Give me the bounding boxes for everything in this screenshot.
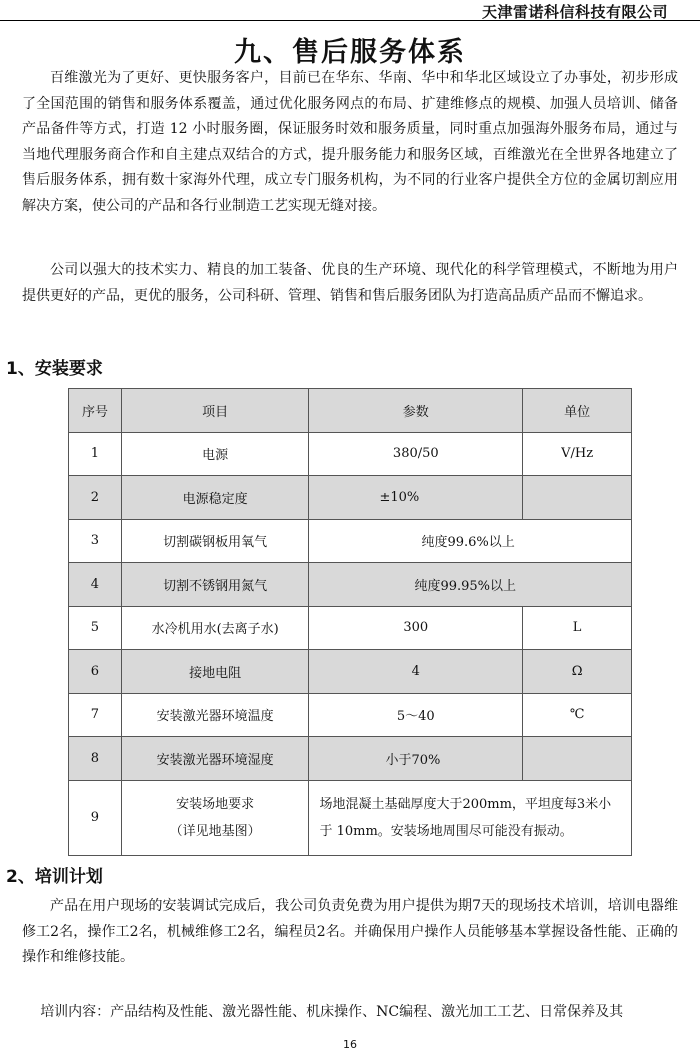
training-paragraph: 产品在用户现场的安装调试完成后，我公司负责免费为用户提供为期7天的现场技术培训，培训电器维修工2名，操作工2名，机械维修工2名，编程员2名。并确保用户操作人员能够基本掌握设备性能、正确的操作和维修技能。 bbox=[22, 898, 678, 966]
cell-param: 纯度99.6%以上 bbox=[309, 519, 632, 563]
cell-unit bbox=[523, 476, 632, 520]
cell-item-line1: 安装场地要求 bbox=[176, 796, 255, 812]
cell-item-line2: （详见地基图） bbox=[169, 823, 261, 839]
cell-unit: V/Hz bbox=[523, 432, 632, 476]
cell-param: 5～40 bbox=[309, 693, 523, 737]
cell-param: 小于70% bbox=[309, 737, 523, 781]
cell-no: 6 bbox=[69, 650, 122, 694]
table-row bbox=[69, 519, 632, 563]
cell-no: 5 bbox=[69, 606, 122, 650]
header-item: 项目 bbox=[121, 389, 309, 433]
header-param: 参数 bbox=[309, 389, 523, 433]
table-row bbox=[69, 606, 632, 650]
cell-no: 3 bbox=[69, 519, 122, 563]
cell-param: ±10% bbox=[309, 476, 523, 520]
intro-paragraph: 百维激光为了更好、更快服务客户，目前已在华东、华南、华中和华北区域设立了办事处，初步形成了全国范围的销售和服务体系覆盖，通过优化服务网点的布局、扩建维修点的规模、加强人员培训、储备产品备件等方式，打造 12 小时服务圈，保证服务时效和服务质量，同时重点加强海外服务布局，通过与当地代理服务商合作和自主建点双结合的方式，提升服务能力和服务区域，百维激光在全世界各地建立了售后服务体系，拥有数十家海外代理，成立专门服务机构，为不同的行业客户提供全方位的金属切割应用解决方案，使公司的产品和各行业制造工艺实现无缝对接。 bbox=[22, 70, 678, 214]
cell-param bbox=[309, 780, 632, 855]
cell-param: 380/50 bbox=[309, 432, 523, 476]
cell-no: 1 bbox=[69, 432, 122, 476]
page-header bbox=[0, 0, 700, 22]
installation-requirements-table bbox=[68, 388, 632, 856]
cell-item: 接地电阻 bbox=[121, 650, 309, 694]
header-no: 序号 bbox=[69, 389, 122, 433]
page-number: 16 bbox=[343, 1038, 357, 1051]
table-row bbox=[69, 563, 632, 607]
cell-no: 9 bbox=[69, 780, 122, 855]
cell-unit bbox=[523, 737, 632, 781]
cell-item bbox=[121, 780, 309, 855]
section-heading-training: 2、培训计划 bbox=[6, 867, 103, 887]
table-header-row bbox=[69, 389, 632, 433]
table-row bbox=[69, 432, 632, 476]
cell-param: 4 bbox=[309, 650, 523, 694]
cell-unit: ℃ bbox=[523, 693, 632, 737]
cell-unit: L bbox=[523, 606, 632, 650]
cell-item: 切割不锈钢用氮气 bbox=[121, 563, 309, 607]
table-row bbox=[69, 693, 632, 737]
company-paragraph: 公司以强大的技术实力、精良的加工装备、优良的生产环境、现代化的科学管理模式，不断地为用户提供更好的产品，更优的服务，公司科研、管理、销售和售后服务团队为打造高品质产品而不懈追求。 bbox=[22, 262, 678, 304]
cell-item: 切割碳钢板用氧气 bbox=[121, 519, 309, 563]
cell-param: 300 bbox=[309, 606, 523, 650]
cell-param-line1: 场地混凝土基础厚度大于200mm，平坦度每3米小 bbox=[319, 796, 612, 812]
cell-no: 7 bbox=[69, 693, 122, 737]
cell-item: 电源 bbox=[121, 432, 309, 476]
cell-no: 4 bbox=[69, 563, 122, 607]
table-row bbox=[69, 476, 632, 520]
header-unit: 单位 bbox=[523, 389, 632, 433]
cell-no: 2 bbox=[69, 476, 122, 520]
cell-unit: Ω bbox=[523, 650, 632, 694]
cell-item: 安装激光器环境温度 bbox=[121, 693, 309, 737]
cell-item: 安装激光器环境湿度 bbox=[121, 737, 309, 781]
cell-item: 水冷机用水(去离子水) bbox=[121, 606, 309, 650]
table-row bbox=[69, 650, 632, 694]
company-name: 天津雷诺科信科技有限公司 bbox=[481, 3, 668, 21]
cell-param: 纯度99.95%以上 bbox=[309, 563, 632, 607]
cell-no: 8 bbox=[69, 737, 122, 781]
header-rule bbox=[0, 20, 700, 21]
cell-item: 电源稳定度 bbox=[121, 476, 309, 520]
cell-param-line2: 于 10mm。安装场地周围尽可能没有振动。 bbox=[319, 823, 573, 839]
training-content-paragraph: 培训内容：产品结构及性能、激光器性能、机床操作、NC编程、激光加工工艺、日常保养及其 bbox=[40, 1004, 624, 1020]
table-row bbox=[69, 780, 632, 855]
table-row bbox=[69, 737, 632, 781]
page-title: 九、售后服务体系 bbox=[234, 37, 466, 68]
section-heading-installation: 1、安装要求 bbox=[6, 359, 103, 379]
